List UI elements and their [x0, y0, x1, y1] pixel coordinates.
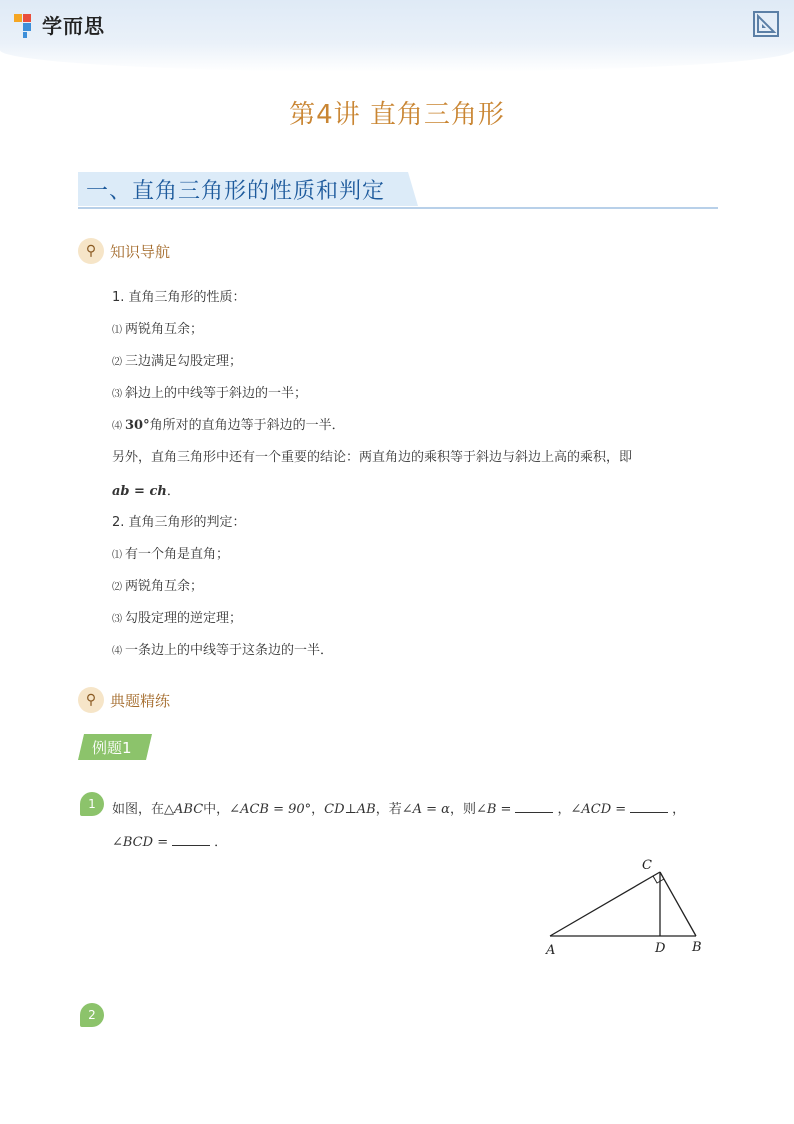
knowledge-line: ⑵ 两锐角互余； [112, 579, 204, 594]
practice-heading-label: 典题精练 [110, 691, 171, 710]
answer-blank[interactable] [515, 800, 553, 813]
knowledge-line: ab = ch． [112, 484, 180, 499]
answer-blank[interactable] [172, 833, 210, 846]
label-A: A [546, 943, 556, 958]
label-D: D [655, 941, 666, 956]
label-B: B [692, 940, 702, 955]
knowledge-line: 2. 直角三角形的判定： [112, 515, 246, 530]
section-title: 一、直角三角形的性质和判定 [86, 179, 386, 204]
knowledge-heading-label: 知识导航 [110, 242, 171, 261]
brand-logo [14, 8, 105, 40]
knowledge-line: ⑴ 有一个角是直角； [112, 547, 230, 562]
question-text-cont: ∠BCD = ． [112, 835, 228, 850]
triangle-figure [536, 850, 716, 960]
knowledge-line: ⑷ 30°角所对的直角边等于斜边的一半． [112, 418, 345, 433]
page-title: 第4讲 直角三角形 [289, 100, 505, 130]
telescope-icon: ⚲ [78, 238, 104, 264]
knowledge-line: ⑴ 两锐角互余； [112, 322, 204, 337]
knowledge-line: 另外，直角三角形中还有一个重要的结论：两直角边的乘积等于斜边与斜边上高的乘积，即 [112, 450, 633, 465]
knowledge-line: ⑷ 一条边上的中线等于这条边的一半． [112, 643, 334, 658]
brand-name: 学而思 [42, 13, 105, 38]
telescope-icon: ⚲ [78, 687, 104, 713]
question-number-badge: 2 [80, 1003, 104, 1027]
side-AC [550, 872, 660, 936]
page-header [0, 0, 794, 72]
answer-blank[interactable] [630, 800, 668, 813]
logo-mark-icon [14, 10, 38, 38]
practice-heading [78, 687, 170, 713]
knowledge-line: ⑵ 三边满足勾股定理； [112, 354, 243, 369]
side-BC [660, 872, 696, 936]
question-text: 如图，在△ABC中，∠ACB = 90°，CD⊥AB，若∠A = α，则∠B = ，∠ACD = ， [112, 802, 686, 817]
question-number-badge: 1 [80, 792, 104, 816]
example-label: 例题1 [92, 739, 132, 757]
knowledge-heading [78, 238, 170, 264]
label-C: C [642, 858, 652, 873]
knowledge-line: ⑶ 勾股定理的逆定理； [112, 611, 243, 626]
knowledge-line: ⑶ 斜边上的中线等于斜边的一半； [112, 386, 308, 401]
knowledge-line: 1. 直角三角形的性质： [112, 290, 246, 305]
ruler-triangle-icon [752, 10, 780, 38]
